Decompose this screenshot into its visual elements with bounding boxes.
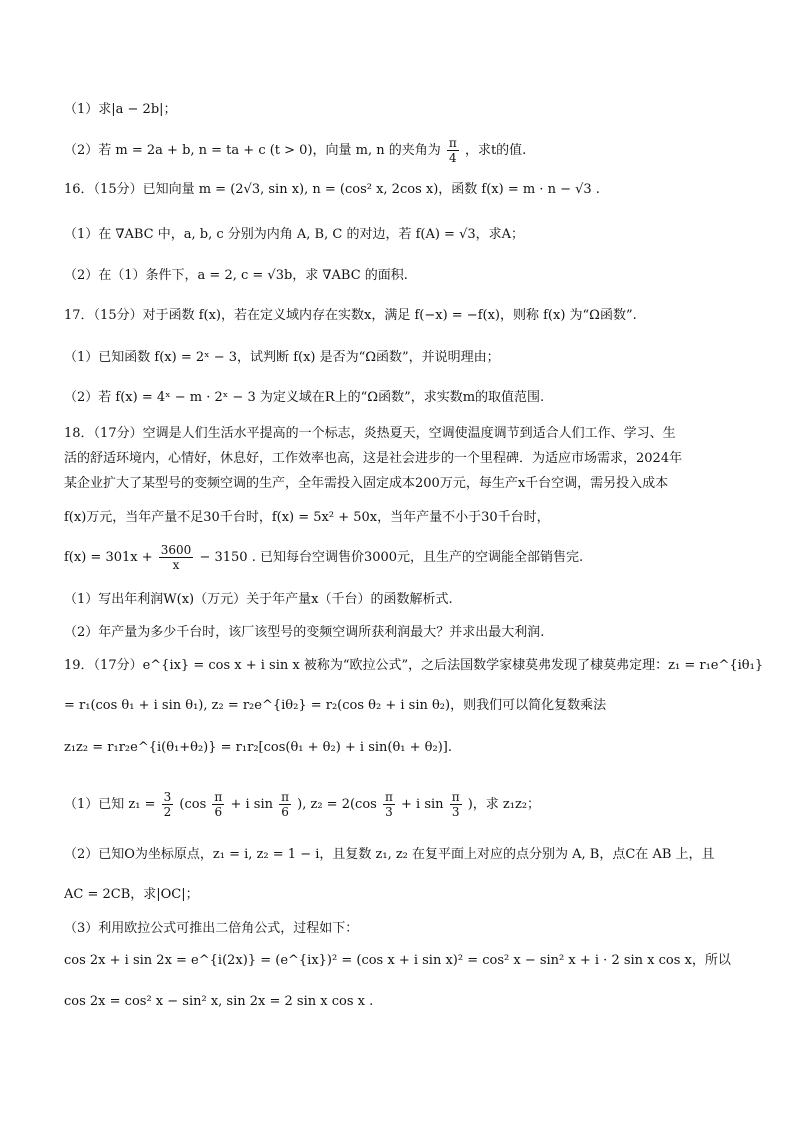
fraction-numerator: 3600 <box>160 543 192 557</box>
q19-part3-line3: cos 2x = cos² x − sin² x, sin 2x = 2 sin x cos x . <box>64 994 374 1009</box>
q15-part1: （1）求|a − 2b|； <box>64 102 177 117</box>
q19-part1 <box>64 790 540 819</box>
q19-part1-text-a: （1）已知 z₁ = <box>64 797 156 812</box>
q17-heading: 17．（15分）对于函数 f(x)，若在定义域内存在实数x，满足 f(−x) = −f(x)，则称 f(x) 为“Ω函数”. <box>64 308 637 323</box>
fraction-numerator: π <box>448 136 457 150</box>
q18-line5 <box>64 543 583 572</box>
q18-line2: 活的舒适环境内，心情好，休息好，工作效率也高，这是社会进步的一个里程碑．为适应市场需求，2024年 <box>64 451 683 466</box>
q19-fraction-3 <box>279 790 291 819</box>
q17-part2: （2）若 f(x) = 4ˣ − m · 2ˣ − 3 为定义域在R上的“Ω函数”，求实数m的取值范围. <box>64 390 545 405</box>
fraction-denominator: 4 <box>449 151 457 165</box>
fraction-denominator: 6 <box>214 805 223 819</box>
q19-line3: z₁z₂ = r₁r₂e^{i(θ₁+θ₂)} = r₁r₂[cos(θ₁ + θ₂) + i sin(θ₁ + θ₂)]. <box>64 740 452 755</box>
q19-fraction-1 <box>162 790 174 819</box>
q17-part1: （1）已知函数 f(x) = 2ˣ − 3，试判断 f(x) 是否为“Ω函数”，并说明理由； <box>64 350 500 365</box>
q15-angle-fraction <box>447 136 459 165</box>
q18-line3: 某企业扩大了某型号的变频空调的生产，全年需投入固定成本200万元，每生产x千台空调，需另投入成本 <box>64 476 669 491</box>
q16-part2: （2）在（1）条件下，a = 2, c = √3b，求 ∇ABC 的面积. <box>64 268 408 283</box>
q19-part1-text-d: ), z₂ = 2(cos <box>297 797 377 812</box>
fraction-denominator: 2 <box>163 805 172 819</box>
q15-part2-text: （2）若 m = 2a + b, n = ta + c (t > 0)，向量 m, n 的夹角为 <box>64 143 441 158</box>
q19-line1: 19．（17分）e^{ix} = cos x + i sin x 被称为“欧拉公式”，之后法国数学家棣莫弗发现了棣莫弗定理：z₁ = r₁e^{iθ₁} <box>64 658 764 673</box>
q18-fraction <box>159 543 194 572</box>
fraction-numerator: 3 <box>163 790 172 804</box>
fraction-numerator: π <box>451 790 460 804</box>
q18-line1: 18．（17分）空调是人们生活水平提高的一个标志，炎热夏天，空调使温度调节到适合人们工作、学习、生 <box>64 426 676 441</box>
fraction-denominator: 3 <box>451 805 460 819</box>
q18-line4: f(x)万元，当年产量不足30千台时，f(x) = 5x² + 50x，当年产量不小于30千台时， <box>64 510 550 525</box>
q18-part1: （1）写出年利润W(x)（万元）关于年产量x（千台）的函数解析式. <box>64 592 453 607</box>
fraction-denominator: 3 <box>385 805 393 819</box>
q19-line2: = r₁(cos θ₁ + i sin θ₁), z₂ = r₂e^{iθ₂} = r₂(cos θ₂ + i sin θ₂)，则我们可以简化复数乘法 <box>64 698 607 713</box>
q19-part3-line2: cos 2x + i sin 2x = e^{i(2x)} = (e^{ix})² = (cos x + i sin x)² = cos² x − sin² x + i · 2 sin x cos x，所以 <box>64 953 731 968</box>
q16-part1: （1）在 ∇ABC 中，a, b, c 分别为内角 A, B, C 的对边，若 f(A) = √3，求A； <box>64 227 525 242</box>
q15-part2 <box>64 136 526 165</box>
q19-part1-text-e: + i sin <box>401 797 444 812</box>
q19-fraction-5 <box>450 790 462 819</box>
fraction-numerator: π <box>214 790 223 804</box>
q18-part2: （2）年产量为多少千台时，该厂该型号的变频空调所获利润最大？并求出最大利润. <box>64 625 545 640</box>
q18-formula-end: − 3150 . 已知每台空调售价3000元，且生产的空调能全部销售完. <box>199 550 584 565</box>
fraction-numerator: π <box>384 790 393 804</box>
fraction-numerator: π <box>281 790 290 804</box>
q16-heading: 16．（15分）已知向量 m = (2√3, sin x), n = (cos² x, 2cos x)，函数 f(x) = m · n − √3 . <box>64 182 600 197</box>
q19-part2-line2: AC = 2CB，求|OC|； <box>64 887 199 902</box>
q19-fraction-2 <box>212 790 224 819</box>
q19-part1-text-b: (cos <box>179 797 207 812</box>
q19-part1-text-c: + i sin <box>230 797 273 812</box>
fraction-denominator: 6 <box>281 805 289 819</box>
q19-fraction-4 <box>383 790 395 819</box>
q15-part2-tail: ，求t的值. <box>464 143 527 158</box>
q19-part1-text-f: )，求 z₁z₂； <box>467 797 541 812</box>
q18-formula-start: f(x) = 301x + <box>64 550 153 565</box>
fraction-denominator: x <box>172 558 180 572</box>
q19-part2-line1: （2）已知O为坐标原点，z₁ = i, z₂ = 1 − i，且复数 z₁, z₂ 在复平面上对应的点分别为 A, B，点C在 AB 上，且 <box>64 847 715 862</box>
q19-part3: （3）利用欧拉公式可推出二倍角公式，过程如下： <box>64 921 359 936</box>
